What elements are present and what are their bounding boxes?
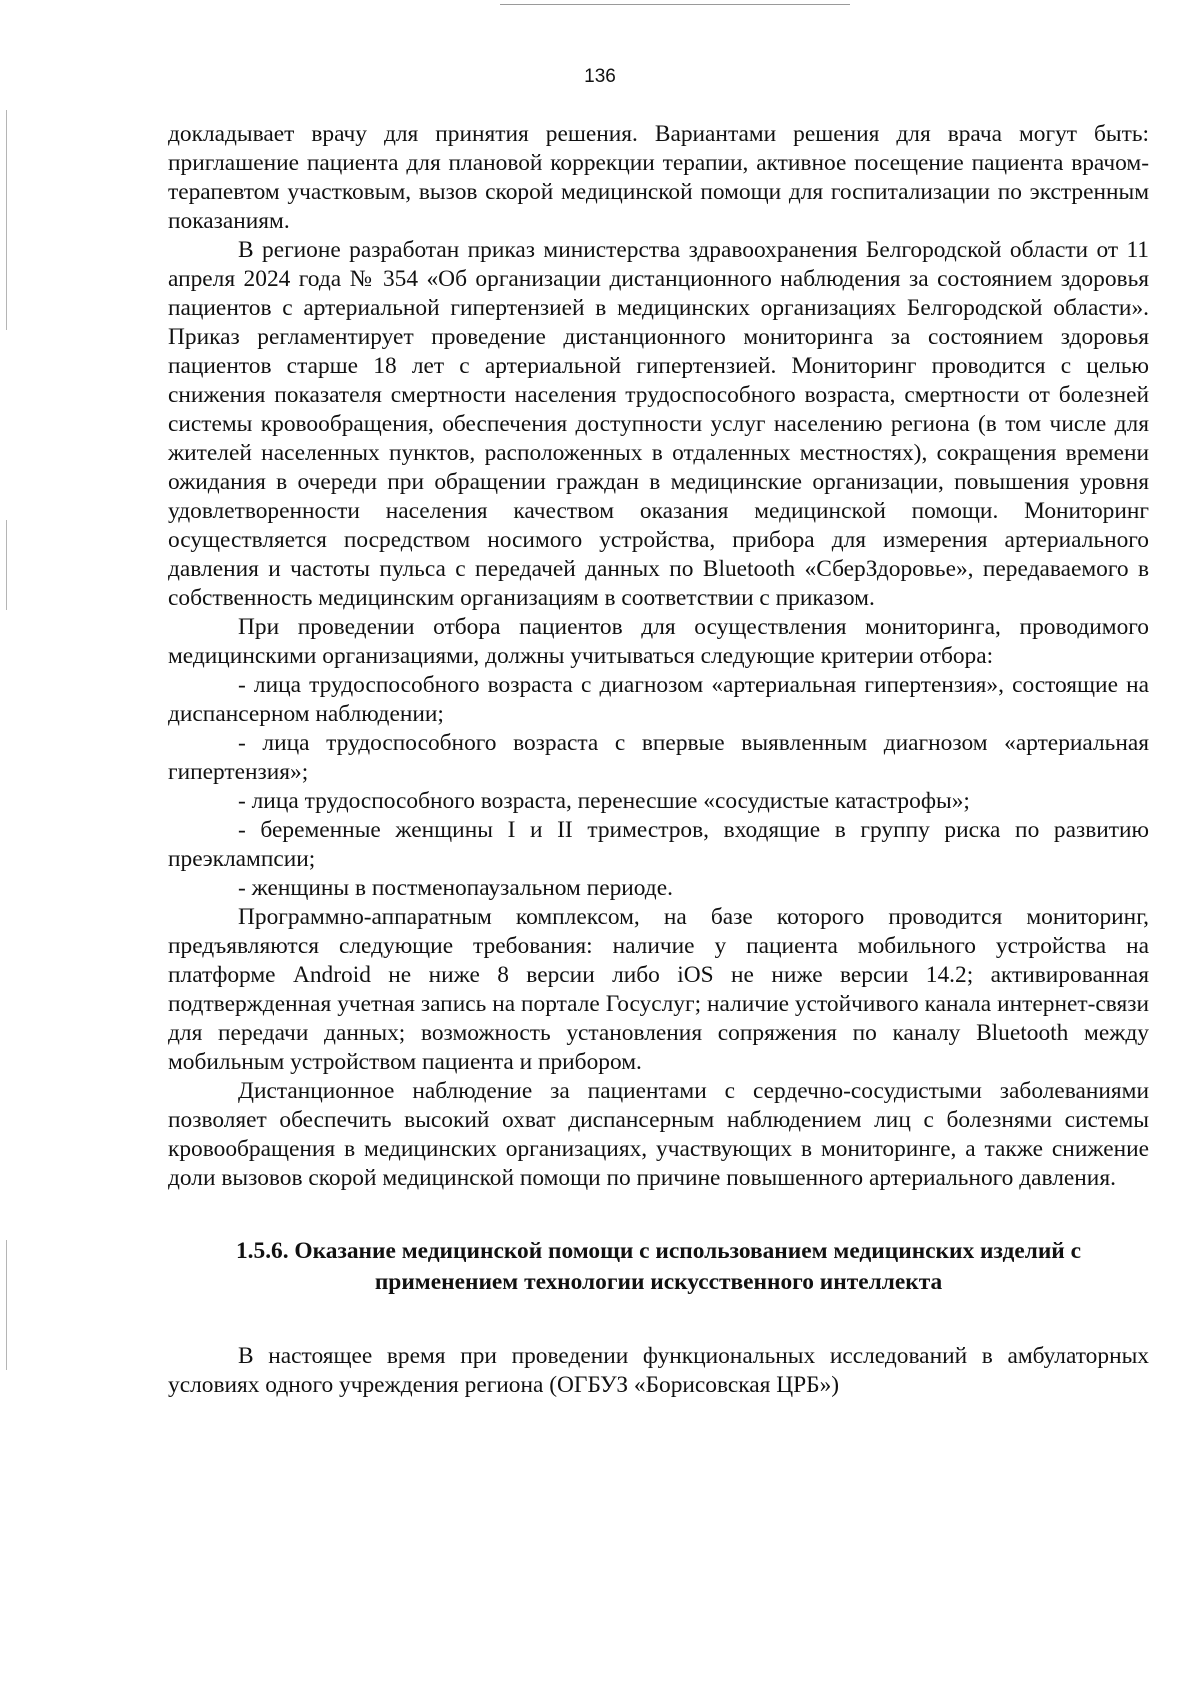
scan-artifact-mark	[6, 520, 7, 610]
paragraph-remote-monitoring-benefits: Дистанционное наблюдение за пациентами с сердечно-сосудистыми заболеваниями позволяет обеспечить высокий охват диспансерным наблюдением лиц с болезнями системы кровообращения в медицинских организациях, участвующих в мониторинге, а также снижение доли вызовов скорой медицинской помощи по причине повышенного артериального давления.	[168, 1078, 1149, 1191]
paragraph-continuation: докладывает врачу для принятия решения. Вариантами решения для врача могут быть: приглашение пациента для плановой коррекции терапии, активное посещение пациента врачом-терапевтом участковым, вызов скорой медицинской помощи для госпитализации по экстренным показаниям.	[168, 121, 1149, 234]
page-number: 136	[584, 66, 616, 87]
scan-artifact-mark	[6, 110, 7, 330]
criteria-item: - женщины в постменопаузальном периоде.	[238, 875, 673, 901]
paragraph-requirements: Программно-аппаратным комплексом, на базе которого проводится мониторинг, предъявляются следующие требования: наличие у пациента мобильного устройства на платформе Android не ниже 8 версии либо iOS не ниже версии 14.2; активированная подтвержденная учетная запись на портале Госуслуг; наличие устойчивого канала интернет-связи для передачи данных; возможность установления сопряжения по каналу Bluetooth между мобильным устройством пациента и прибором.	[168, 904, 1149, 1075]
paragraph-selection-criteria-intro: При проведении отбора пациентов для осуществления мониторинга, проводимого медицинскими организациями, должны учитываться следующие критерии отбора:	[168, 614, 1149, 669]
criteria-item: - беременные женщины I и II триместров, входящие в группу риска по развитию преэклампсии;	[168, 817, 1149, 872]
criteria-item: - лица трудоспособного возраста с впервые выявленным диагнозом «артериальная гипертензия»;	[168, 730, 1149, 785]
scan-artifact-line	[500, 4, 850, 5]
scan-artifact-mark	[6, 1240, 7, 1370]
paragraph-order-description: В регионе разработан приказ министерства здравоохранения Белгородской области от 11 апреля 2024 года № 354 «Об организации дистанционного наблюдения за состоянием здоровья пациентов с артериальной гипертензией в медицинских организациях Белгородской области». Приказ регламентирует проведение дистанционного мониторинга за состоянием здоровья пациентов старше 18 лет с артериальной гипертензией. Мониторинг проводится с целью снижения показателя смертности населения трудоспособного возраста, смертности от болезней системы кровообращения, обеспечения доступности услуг населению региона (в том числе для жителей населенных пунктов, расположенных в отдаленных местностях), сокращения времени ожидания в очереди при обращении граждан в медицинские организации, повышения уровня удовлетворенности населения качеством оказания медицинской помощи. Мониторинг осуществляется посредством носимого устройства, прибора для измерения артериального давления и частоты пульса с передачей данных по Bluetooth «СберЗдоровье», передаваемого в собственность медицинским организациям в соответствии с приказом.	[168, 237, 1149, 611]
criteria-item: - лица трудоспособного возраста, перенесшие «сосудистые катастрофы»;	[238, 788, 970, 814]
section-paragraph: В настоящее время при проведении функциональных исследований в амбулаторных условиях одного учреждения региона (ОГБУЗ «Борисовская ЦРБ»)	[168, 1343, 1149, 1398]
document-body	[168, 120, 1149, 1400]
section-heading: 1.5.6. Оказание медицинской помощи с использованием медицинских изделий с применением технологии искусственного интеллекта	[235, 1238, 1082, 1295]
criteria-item: - лица трудоспособного возраста с диагнозом «артериальная гипертензия», состоящие на диспансерном наблюдении;	[168, 672, 1149, 727]
